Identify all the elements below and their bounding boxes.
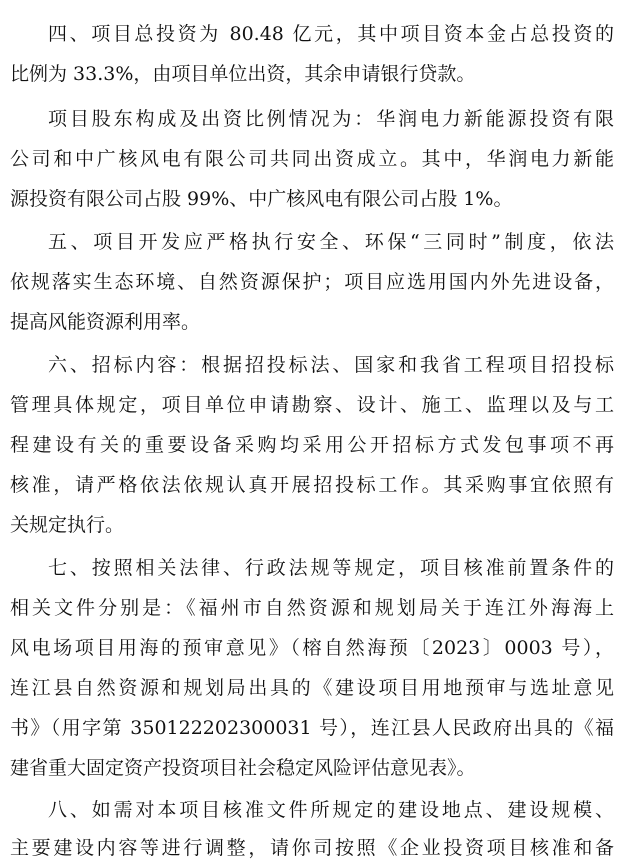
paragraph-5-line-3: 提高风能资源利用率。 — [10, 311, 201, 333]
paragraph-7-line-6: 建省重大固定资产投资项目社会稳定风险评估意见表》。 — [10, 757, 476, 779]
paragraph-7-line-1: 七、按照相关法律、行政法规等规定，项目核准前置条件的 — [48, 557, 614, 579]
paragraph-shareholders-line-2: 公司和中广核风电有限公司共同出资成立。其中，华润电力新能 — [10, 148, 614, 170]
paragraph-shareholders-line-1: 项目股东构成及出资比例情况为：华润电力新能源投资有限 — [48, 108, 614, 130]
paragraph-6-line-5: 关规定执行。 — [10, 514, 125, 536]
paragraph-7-line-2: 相关文件分别是：《福州市自然资源和规划局关于连江外海海上 — [10, 597, 614, 619]
paragraph-8-line-2: 主要建设内容等进行调整，请你司按照《企业投资项目核准和备 — [10, 837, 614, 859]
paragraph-8-line-1: 八、如需对本项目核准文件所规定的建设地点、建设规模、 — [48, 799, 614, 821]
paragraph-4-line-1: 四、项目总投资为 80.48 亿元，其中项目资本金占总投资的 — [48, 23, 614, 45]
paragraph-7-line-4: 连江县自然资源和规划局出具的《建设项目用地预审与选址意见 — [10, 677, 614, 699]
paragraph-5-line-1: 五、项目开发应严格执行安全、环保“三同时”制度，依法 — [48, 231, 614, 253]
paragraph-7-line-5: 书》（用字第 350122202300031 号），连江县人民政府出具的《福 — [10, 717, 614, 739]
paragraph-6-line-3: 程建设有关的重要设备采购均采用公开招标方式发包事项不再 — [10, 434, 614, 456]
paragraph-6-line-4: 核准，请严格依法依规认真开展招投标工作。其采购事宜依照有 — [10, 474, 614, 496]
paragraph-shareholders-line-3: 源投资有限公司占股 99%、中广核风电有限公司占股 1%。 — [10, 188, 513, 210]
paragraph-5-line-2: 依规落实生态环境、自然资源保护；项目应选用国内外先进设备， — [10, 271, 614, 293]
paragraph-4-line-2: 比例为 33.3%，由项目单位出资，其余申请银行贷款。 — [10, 63, 476, 85]
paragraph-7-line-3: 风电场项目用海的预审意见》（榕自然海预〔2023〕0003 号）， — [10, 637, 614, 659]
paragraph-6-line-1: 六、招标内容：根据招投标法、国家和我省工程项目招投标 — [48, 354, 614, 376]
paragraph-6-line-2: 管理具体规定，项目单位申请勘察、设计、施工、监理以及与工 — [10, 394, 614, 416]
